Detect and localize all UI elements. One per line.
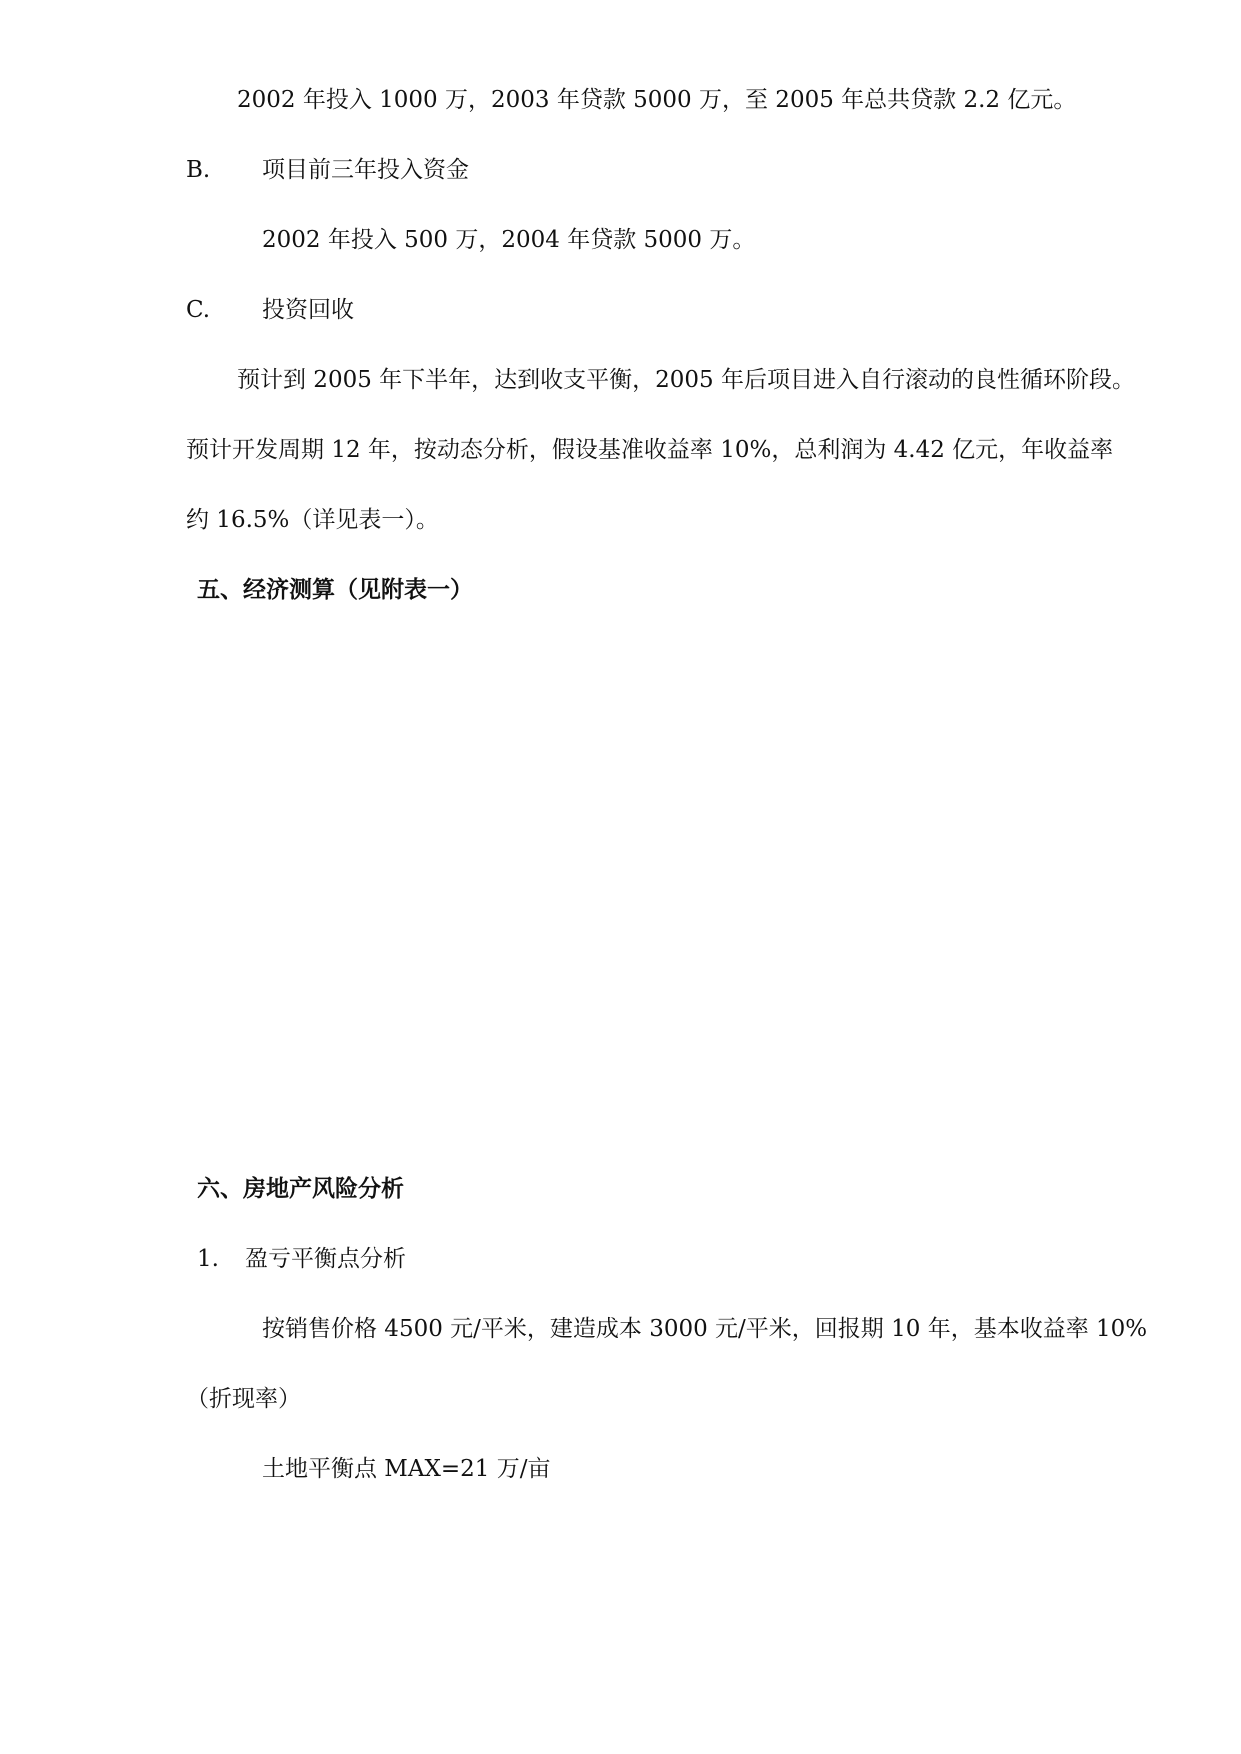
item-b-marker: B. [186,157,211,183]
recovery-line-2: 预计开发周期 12 年，按动态分析，假设基准收益率 10%，总利润为 4.42 亿元，年收益率 [186,437,1114,463]
breakeven-line-2: （折现率） [186,1386,301,1412]
recovery-line-1: 预计到 2005 年下半年，达到收支平衡，2005 年后项目进入自行滚动的良性循环阶段。 [237,367,1135,393]
item-c-heading [186,295,354,325]
item-b-text: 2002 年投入 500 万，2004 年贷款 5000 万。 [262,227,756,253]
subsection-1-marker: 1. [197,1246,219,1272]
item-c-marker: C. [186,297,211,323]
section-6-heading: 六、房地产风险分析 [197,1176,404,1202]
item-c-title: 投资回收 [262,297,354,323]
subsection-1-title: 盈亏平衡点分析 [245,1246,406,1272]
recovery-line-3: 约 16.5%（详见表一）。 [186,507,439,533]
item-b-heading [186,155,469,185]
item-b-title: 项目前三年投入资金 [262,157,469,183]
subsection-1-heading [197,1244,406,1274]
investment-paragraph: 2002 年投入 1000 万，2003 年贷款 5000 万，至 2005 年总共贷款 2.2 亿元。 [237,87,1077,113]
section-5-heading: 五、经济测算（见附表一） [197,577,473,603]
land-breakeven-line: 土地平衡点 MAX=21 万/亩 [262,1456,551,1482]
breakeven-line-1: 按销售价格 4500 元/平米，建造成本 3000 元/平米，回报期 10 年，基本收益率 10% [262,1316,1148,1342]
